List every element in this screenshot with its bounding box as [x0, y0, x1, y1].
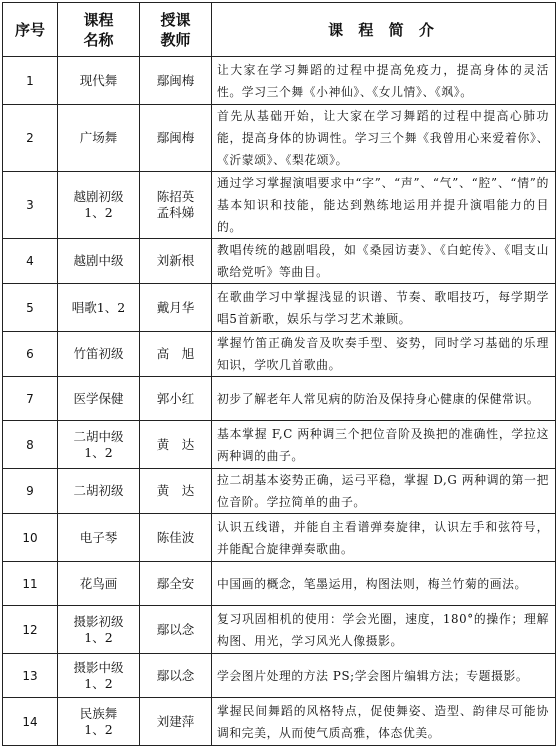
course-name: 医学保健 [58, 377, 140, 421]
table-row [3, 332, 556, 377]
row-number: 4 [3, 239, 58, 284]
teacher-name: 黄 达 [140, 421, 212, 469]
row-number: 7 [3, 377, 58, 421]
teacher-name: 高 旭 [140, 332, 212, 377]
teacher-name: 鄢以念 [140, 606, 212, 654]
row-number: 5 [3, 284, 58, 332]
row-number: 6 [3, 332, 58, 377]
table-row [3, 172, 556, 239]
course-description: 掌握民间舞蹈的风格特点，促使舞姿、造型、韵律尽可能协调和完美，从而使气质高雅，体态优美。 [212, 698, 556, 746]
course-name: 摄影中级 1、2 [58, 654, 140, 698]
header-index: 序号 [3, 3, 58, 57]
row-number: 12 [3, 606, 58, 654]
teacher-name: 陈招英 孟科娣 [140, 172, 212, 239]
table-row [3, 514, 556, 562]
course-name: 广场舞 [58, 105, 140, 172]
row-number: 1 [3, 57, 58, 105]
teacher-name: 黄 达 [140, 469, 212, 514]
course-name: 越剧中级 [58, 239, 140, 284]
course-description: 首先从基础开始，让大家在学习舞蹈的过程中提高心肺功能，提高身体的协调性。学习三个舞《我曾用心来爱着你》、《沂蒙颂》、《梨花颂》。 [212, 105, 556, 172]
table-row [3, 239, 556, 284]
course-name: 民族舞 1、2 [58, 698, 140, 746]
teacher-name: 鄢全安 [140, 562, 212, 606]
teacher-name: 刘建萍 [140, 698, 212, 746]
table-row [3, 105, 556, 172]
course-description: 学会图片处理的方法 PS;学会图片编辑方法；专题摄影。 [212, 654, 556, 698]
header-course-intro: 课 程 简 介 [212, 3, 556, 57]
table-row [3, 654, 556, 698]
table-row [3, 606, 556, 654]
row-number: 14 [3, 698, 58, 746]
table-row [3, 469, 556, 514]
course-description: 让大家在学习舞蹈的过程中提高免疫力，提高身体的灵活性。学习三个舞《小神仙》、《女儿情》、《飒》。 [212, 57, 556, 105]
teacher-name: 鄢以念 [140, 654, 212, 698]
row-number: 11 [3, 562, 58, 606]
table-row [3, 421, 556, 469]
course-description: 复习巩固相机的使用：学会光圈，速度，180°的操作；理解构图、用光，学习风光人像摄影。 [212, 606, 556, 654]
teacher-name: 鄢闽梅 [140, 105, 212, 172]
course-table [2, 2, 556, 746]
table-row [3, 284, 556, 332]
course-description: 拉二胡基本姿势正确，运弓平稳，掌握 D,G 两种调的第一把位音阶。学拉简单的曲子。 [212, 469, 556, 514]
row-number: 13 [3, 654, 58, 698]
table-row [3, 698, 556, 746]
header-row [3, 3, 556, 57]
header-teacher: 授课 教师 [140, 3, 212, 57]
course-name: 摄影初级 1、2 [58, 606, 140, 654]
teacher-name: 郭小红 [140, 377, 212, 421]
course-description: 中国画的概念，笔墨运用，构图法则，梅兰竹菊的画法。 [212, 562, 556, 606]
course-name: 唱歌1、2 [58, 284, 140, 332]
teacher-name: 刘新根 [140, 239, 212, 284]
table-row [3, 562, 556, 606]
row-number: 10 [3, 514, 58, 562]
course-description: 基本掌握 F,C 两种调三个把位音阶及换把的准确性，学拉这两种调的曲子。 [212, 421, 556, 469]
teacher-name: 戴月华 [140, 284, 212, 332]
teacher-name: 鄢闽梅 [140, 57, 212, 105]
course-name: 二胡初级 [58, 469, 140, 514]
course-name: 现代舞 [58, 57, 140, 105]
course-name: 越剧初级 1、2 [58, 172, 140, 239]
course-description: 掌握竹笛正确发音及吹奏手型、姿势，同时学习基础的乐理知识，学吹几首歌曲。 [212, 332, 556, 377]
table-row [3, 57, 556, 105]
table-row [3, 377, 556, 421]
teacher-name: 陈佳波 [140, 514, 212, 562]
course-description: 认识五线谱，并能自主看谱弹奏旋律，认识左手和弦符号，并能配合旋律弹奏歌曲。 [212, 514, 556, 562]
course-description: 教唱传统的越剧唱段，如《桑园访妻》、《白蛇传》、《唱支山歌给党听》等曲目。 [212, 239, 556, 284]
course-name: 二胡中级 1、2 [58, 421, 140, 469]
course-description: 初步了解老年人常见病的防治及保持身心健康的保健常识。 [212, 377, 556, 421]
row-number: 9 [3, 469, 58, 514]
row-number: 3 [3, 172, 58, 239]
course-name: 竹笛初级 [58, 332, 140, 377]
header-course-name: 课程 名称 [58, 3, 140, 57]
row-number: 8 [3, 421, 58, 469]
course-name: 电子琴 [58, 514, 140, 562]
course-description: 在歌曲学习中掌握浅显的识谱、节奏、歌唱技巧，每学期学唱5首新歌，娱乐与学习艺术兼顾。 [212, 284, 556, 332]
row-number: 2 [3, 105, 58, 172]
course-description: 通过学习掌握演唱要求中“字”、“声”、“气”、“腔”、“情”的基本知识和技能，能达到熟练地运用并提升演唱能力的目的。 [212, 172, 556, 239]
course-name: 花鸟画 [58, 562, 140, 606]
